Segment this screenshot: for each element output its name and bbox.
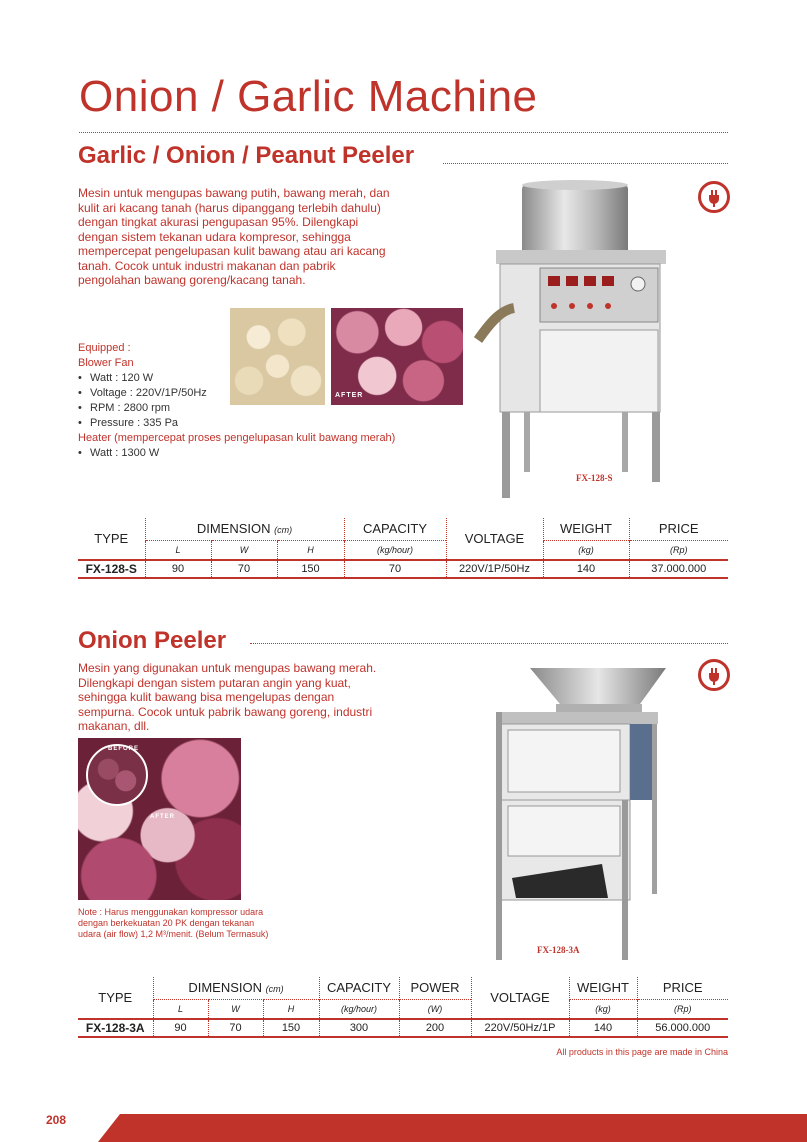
onion-before-after-photo [78,738,241,900]
price-unit: (Rp) [629,540,728,560]
dimension-header: DIMENSION (cm) [153,977,319,999]
cell-l: 90 [145,560,211,578]
heater-label: Heater (mempercepat proses pengelupasan kulit bawang merah) [78,432,396,444]
heater-specs [78,446,395,461]
cell-price: 56.000.000 [637,1019,728,1037]
list-item: • Pressure : 335 Pa [78,416,395,431]
price-unit: (Rp) [637,999,728,1019]
cell-weight: 140 [543,560,629,578]
dimension-header: DIMENSION (cm) [145,518,344,540]
origin-note: All products in this page are made in China [556,1047,728,1057]
list-item: • Watt : 120 W [78,371,395,386]
compressor-note: Note : Harus menggunakan kompressor udara dengan berkekuatan 20 PK dengan tekanan udara (air flow) 1,2 M³/menit. (Belum Termasuk) [78,907,269,939]
cell-voltage: 220V/50Hz/1P [471,1019,569,1037]
after-label: AFTER [150,814,175,820]
price-header: PRICE [637,977,728,999]
price-header: PRICE [629,518,728,540]
voltage-header: VOLTAGE [446,518,543,560]
table-row [78,1019,728,1037]
weight-unit: (kg) [543,540,629,560]
table-row [78,560,728,578]
blower-label: Blower Fan [78,357,134,369]
capacity-unit: (kg/hour) [344,540,446,560]
spec-table-1 [78,518,728,579]
spec-table-2 [78,977,728,1038]
cell-capacity: 70 [344,560,446,578]
capacity-header: CAPACITY [319,977,399,999]
cell-w: 70 [211,560,277,578]
cell-type: FX-128-3A [78,1019,153,1037]
section1-divider [443,163,728,164]
cell-w: 70 [208,1019,263,1037]
equipped-label: Equipped : [78,342,131,354]
power-plug-icon [698,659,730,691]
list-item: • RPM : 2800 rpm [78,401,395,416]
equipment-list [78,341,395,461]
cell-weight: 140 [569,1019,637,1037]
dim-w-header: W [211,540,277,560]
list-item: • Watt : 1300 W [78,446,395,461]
power-header: POWER [399,977,471,999]
cell-capacity: 300 [319,1019,399,1037]
title-divider [79,132,728,133]
cell-h: 150 [263,1019,319,1037]
cell-voltage: 220V/1P/50Hz [446,560,543,578]
dim-l-header: L [153,999,208,1019]
before-label: BEFORE [108,746,140,752]
section2-divider [250,643,728,644]
before-inset [86,744,148,806]
page-title: Onion / Garlic Machine [79,72,538,121]
footer-bar [98,1114,807,1142]
capacity-header: CAPACITY [344,518,446,540]
cell-type: FX-128-S [78,560,145,578]
section2-description: Mesin yang digunakan untuk mengupas bawang merah. Dilengkapi dengan sistem putaran angin yang kuat, sehingga kulit bawang bisa mengelupas dengan sempurna. Cocok untuk pabrik bawang goreng, industri makanan, dll. [78,661,377,733]
machine2-model-label: FX-128-3A [537,945,580,955]
cell-power: 200 [399,1019,471,1037]
onion-peeler-machine-image [490,664,668,964]
cell-l: 90 [153,1019,208,1037]
weight-header: WEIGHT [569,977,637,999]
weight-unit: (kg) [569,999,637,1019]
cell-price: 37.000.000 [629,560,728,578]
dim-l-header: L [145,540,211,560]
page-number: 208 [46,1113,67,1127]
power-unit: (W) [399,999,471,1019]
section2-heading: Onion Peeler [78,627,227,654]
machine1-model-label: FX-128-S [576,473,613,483]
dim-w-header: W [208,999,263,1019]
capacity-unit: (kg/hour) [319,999,399,1019]
blower-specs [78,371,395,431]
cell-h: 150 [277,560,344,578]
garlic-peeler-machine-image [472,180,668,500]
type-header: TYPE [98,990,133,1005]
after-label: AFTER [335,392,364,399]
power-plug-icon [698,181,730,213]
list-item: • Voltage : 220V/1P/50Hz [78,386,395,401]
section1-heading: Garlic / Onion / Peanut Peeler [78,142,415,169]
dim-h-header: H [277,540,344,560]
section1-description: Mesin untuk mengupas bawang putih, bawang merah, dan kulit ari kacang tanah (harus dipanggang terlebih dahulu) dengan tingkat akurasi pengupasan 95%. Dilengkapi dengan sistem tekanan udara kompresor, sehingga mempercepat pengelupasan kulit bawang atau ari kacang tanah. Cocok untuk industri makanan dan pabrik pengolahan bawang goreng/kacang tanah. [78,186,390,287]
voltage-header: VOLTAGE [471,977,569,1019]
dim-h-header: H [263,999,319,1019]
weight-header: WEIGHT [543,518,629,540]
type-header: TYPE [94,531,129,546]
